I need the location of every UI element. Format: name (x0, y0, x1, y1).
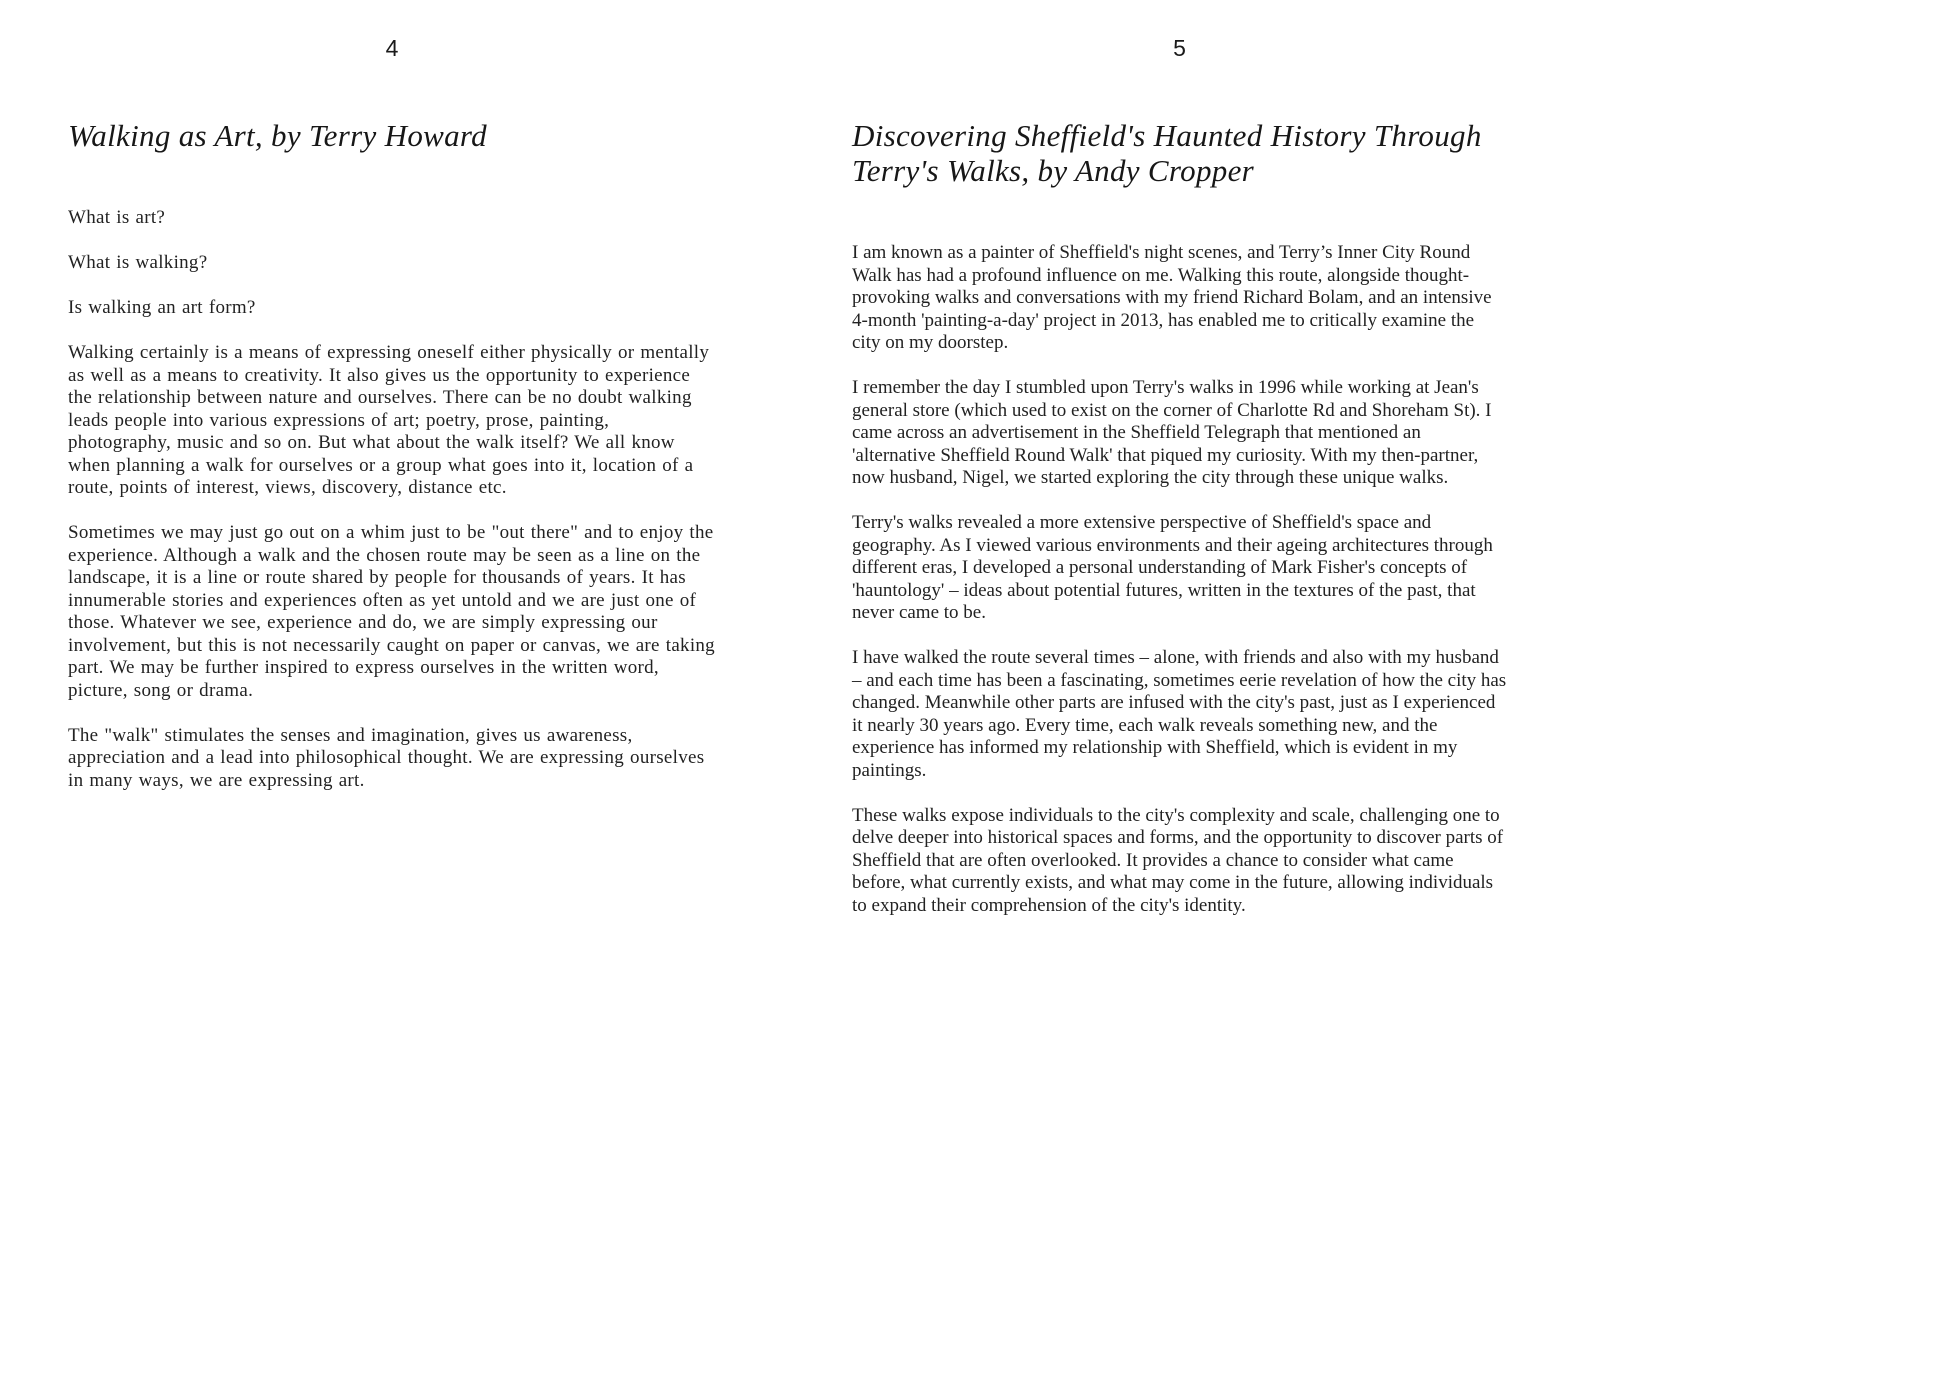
article-title-right (852, 118, 1507, 188)
paragraph: What is walking? (68, 252, 208, 273)
paragraph: These walks expose individuals to the city's complexity and scale, challenging one to delve deeper into historical spaces and forms, and the opportunity to discover parts of Sheffield that are often overlooked. It provides a chance to consider what came before, what currently exists, and what may come in the future, allowing individuals to expand their comprehension of the city's identity. (852, 804, 1504, 916)
paragraph: I remember the day I stumbled upon Terry's walks in 1996 while working at Jean's general store (which used to exist on the corner of Charlotte Rd and Shoreham St). I came across an advertisement in the Sheffield Telegraph that mentioned an 'alternative Sheffield Round Walk' that piqued my curiosity. With my then-partner, now husband, Nigel, we started exploring the city through these unique walks. (852, 377, 1492, 488)
paragraph: Is walking an art form? (68, 297, 256, 318)
paragraph: The "walk" stimulates the senses and imagination, gives us awareness, appreciation and a lead into philosophical thought. We are expressing ourselves in many ways, we are expressing art. (68, 724, 705, 791)
paragraph: I am known as a painter of Sheffield's night scenes, and Terry’s Inner City Round Walk has had a profound influence on me. Walking this route, alongside thought-provoking walks and conversations with my friend Richard Bolam, and an intensive 4-month 'painting-a-day' project in 2013, has enabled me to critically examine the city on my doorstep. (852, 242, 1492, 353)
paragraph: Sometimes we may just go out on a whim just to be "out there" and to enjoy the experience. Although a walk and the chosen route may be seen as a line on the landscape, it is a line or route shared by people for thousands of years. It has innumerable stories and experiences often as yet untold and we are just one of those. Whatever we see, experience and do, we are simply expressing our involvement, but this is not necessarily caught on paper or canvas, we are taking part. We may be further inspired to express ourselves in the written word, picture, song or drama. (68, 522, 715, 701)
article-body-right (852, 242, 1507, 917)
page-number-left: 4 (385, 35, 399, 61)
article-title-line: Discovering Sheffield's Haunted History Through (852, 118, 1482, 153)
paragraph: I have walked the route several times – alone, with friends and also with my husband – and each time has been a fascinating, sometimes eerie revelation of how the city has changed. Meanwhile other parts are infused with the city's past, just as I experienced it nearly 30 years ago. Every time, each walk reveals something new, and the experience has informed my relationship with Sheffield, which is evident in my paintings. (852, 647, 1507, 781)
paragraph: Walking certainly is a means of expressing oneself either physically or mentally as well as a means to creativity. It also gives us the opportunity to experience the relationship between nature and ourselves. There can be no doubt walking leads people into various expressions of art; poetry, prose, painting, photography, music and so on. But what about the walk itself? We all know when planning a walk for ourselves or a group what goes into it, location of a route, points of interest, views, discovery, distance etc. (68, 342, 710, 498)
article-title-left: Walking as Art, by Terry Howard (68, 118, 487, 153)
paragraph: What is art? (68, 207, 166, 228)
page-number-right: 5 (1173, 35, 1186, 61)
paragraph: Terry's walks revealed a more extensive perspective of Sheffield's space and geography. As I viewed various environments and their ageing architectures through different eras, I developed a personal understanding of Mark Fisher's concepts of 'hauntology' – ideas about potential futures, written in the textures of the past, that never came to be. (852, 512, 1493, 623)
right-page (852, 0, 1507, 940)
article-body-left (68, 207, 716, 792)
left-page (68, 0, 716, 815)
article-title-line: Terry's Walks, by Andy Cropper (852, 153, 1255, 188)
